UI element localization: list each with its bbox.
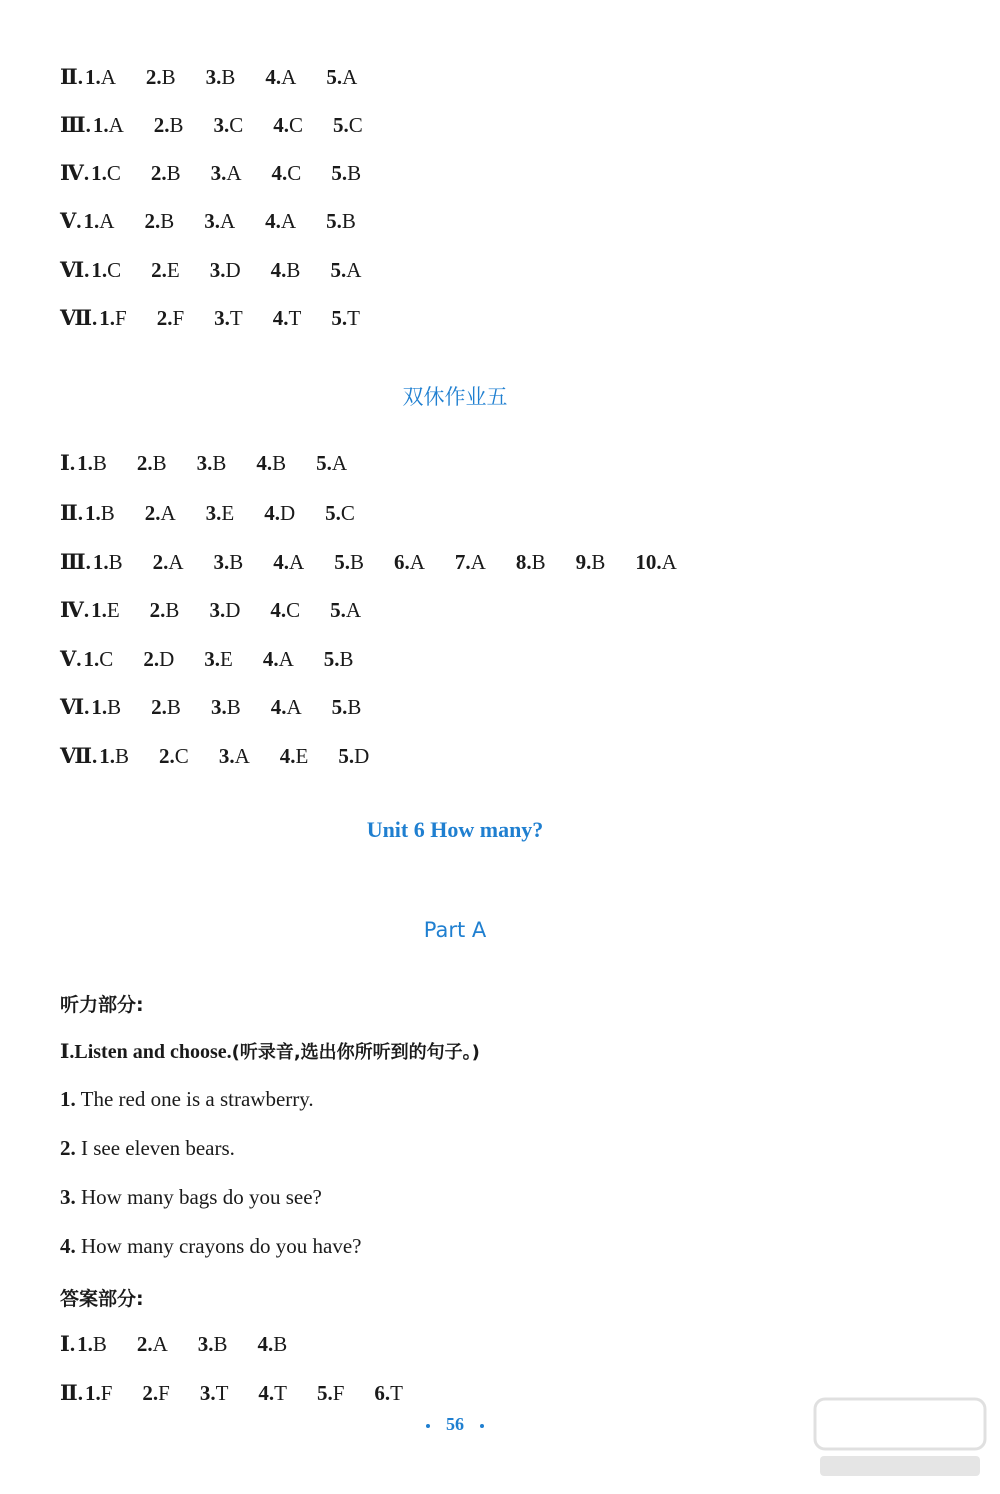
block2-row bbox=[60, 694, 391, 720]
block3-row bbox=[60, 1331, 317, 1357]
answer-item: 4.C bbox=[271, 161, 302, 185]
answer-item: 1.B bbox=[99, 744, 130, 768]
answer-item: 5.B bbox=[323, 647, 354, 671]
answer-item: 4.A bbox=[265, 209, 297, 233]
instruction-cn: (听录音,选出你所听到的句子。) bbox=[231, 1042, 480, 1063]
answer-item: 3.E bbox=[205, 501, 235, 525]
answer-item: 5.B bbox=[334, 550, 364, 574]
answer-item: 4.A bbox=[262, 647, 294, 671]
block1-row bbox=[60, 257, 391, 283]
row-roman-numeral: Ⅲ. bbox=[60, 113, 91, 137]
answer-item: 5.T bbox=[331, 306, 360, 330]
block2-row bbox=[60, 450, 377, 476]
row-roman-numeral: Ⅱ. bbox=[60, 1381, 83, 1405]
answer-item: 1.B bbox=[77, 1332, 107, 1356]
answer-item: 2.F bbox=[156, 306, 185, 330]
answer-item: 7.A bbox=[454, 550, 486, 574]
answer-item: 1.C bbox=[91, 258, 122, 282]
answer-item: 1.A bbox=[84, 65, 116, 89]
answer-item: 5.F bbox=[316, 1381, 345, 1405]
answer-item: 1.C bbox=[83, 647, 114, 671]
block2-row bbox=[60, 743, 399, 769]
answer-item: 4.B bbox=[257, 1332, 288, 1356]
answer-item: 4.A bbox=[270, 695, 302, 719]
answer-item: 3.T bbox=[214, 306, 243, 330]
answer-label: 答案部分: bbox=[60, 1288, 144, 1310]
answer-item: 2.D bbox=[143, 647, 175, 671]
answer-item: 4.D bbox=[264, 501, 296, 525]
answer-item: 5.A bbox=[330, 598, 362, 622]
answer-item: 6.A bbox=[393, 550, 425, 574]
section-title: 双休作业五 bbox=[402, 385, 508, 409]
answer-item: 2.A bbox=[152, 550, 184, 574]
answer-item: 1.B bbox=[77, 451, 107, 475]
sentence-4: 4. How many crayons do you have? bbox=[60, 1234, 362, 1258]
block1-row bbox=[60, 112, 393, 138]
answer-item: 2.A bbox=[136, 1332, 168, 1356]
sentence-3: 3. How many bags do you see? bbox=[60, 1185, 322, 1209]
block2-row bbox=[60, 597, 391, 623]
answer-item: 3.B bbox=[197, 1332, 228, 1356]
block1-row bbox=[60, 208, 386, 234]
answer-item: 4.C bbox=[273, 113, 304, 137]
row-roman-numeral: Ⅰ. bbox=[60, 1332, 76, 1356]
answer-item: 5.B bbox=[326, 209, 356, 233]
dot-icon bbox=[426, 1424, 430, 1428]
answer-item: 4.C bbox=[270, 598, 301, 622]
row-roman-numeral: Ⅵ. bbox=[60, 695, 90, 719]
row-roman-numeral: Ⅶ. bbox=[60, 306, 98, 330]
answer-item: 5.B bbox=[331, 695, 362, 719]
row-roman-numeral: Ⅴ. bbox=[60, 209, 82, 233]
block2-row bbox=[60, 646, 384, 672]
answer-item: 1.E bbox=[91, 598, 120, 622]
answer-item: 3.A bbox=[210, 161, 242, 185]
answer-item: 4.T bbox=[258, 1381, 287, 1405]
block2-row bbox=[60, 549, 707, 575]
answer-item: 4.A bbox=[265, 65, 297, 89]
block1-row bbox=[60, 160, 391, 186]
answer-item: 5.A bbox=[316, 451, 348, 475]
sentence-1: 1. The red one is a strawberry. bbox=[60, 1087, 314, 1111]
answer-item: 2.F bbox=[142, 1381, 170, 1405]
instruction-roman: Ⅰ. bbox=[60, 1041, 75, 1063]
answer-item: 1.F bbox=[84, 1381, 113, 1405]
row-roman-numeral: Ⅱ. bbox=[60, 501, 83, 525]
instruction-en: Listen and choose. bbox=[74, 1041, 232, 1063]
row-roman-numeral: Ⅴ. bbox=[60, 647, 82, 671]
answer-item: 5.D bbox=[338, 744, 370, 768]
answer-item: 5.C bbox=[325, 501, 355, 525]
answer-item: 2.B bbox=[150, 161, 181, 185]
answer-item: 3.E bbox=[204, 647, 233, 671]
answer-item: 2.B bbox=[153, 113, 184, 137]
answer-item: 1.C bbox=[91, 161, 121, 185]
row-roman-numeral: Ⅳ. bbox=[60, 161, 90, 185]
row-roman-numeral: Ⅳ. bbox=[60, 598, 90, 622]
row-roman-numeral: Ⅰ. bbox=[60, 451, 76, 475]
block1-row bbox=[60, 64, 387, 90]
row-roman-numeral: Ⅲ. bbox=[60, 550, 91, 574]
watermark-logo-icon bbox=[810, 1394, 990, 1484]
answer-item: 5.A bbox=[326, 65, 358, 89]
answer-item: 2.B bbox=[149, 598, 180, 622]
answer-item: 2.C bbox=[159, 744, 189, 768]
answer-item: 9.B bbox=[575, 550, 606, 574]
answer-item: 4.E bbox=[279, 744, 309, 768]
answer-item: 4.T bbox=[272, 306, 302, 330]
answer-item: 4.A bbox=[273, 550, 305, 574]
unit-title: Unit 6 How many? bbox=[366, 817, 544, 842]
sentence-2: 2. I see eleven bears. bbox=[60, 1136, 235, 1160]
answer-item: 1.A bbox=[83, 209, 115, 233]
dot-icon bbox=[480, 1424, 484, 1428]
answer-item: 3.D bbox=[209, 258, 241, 282]
answer-item: 3.B bbox=[196, 451, 227, 475]
answer-item: 3.A bbox=[218, 744, 250, 768]
instruction bbox=[60, 1038, 480, 1064]
answer-item: 6.T bbox=[374, 1381, 403, 1405]
answer-item: 1.F bbox=[99, 306, 127, 330]
answer-item: 10.A bbox=[635, 550, 677, 574]
answer-item: 5.A bbox=[330, 258, 362, 282]
answer-item: 3.B bbox=[205, 65, 236, 89]
answer-item: 1.B bbox=[84, 501, 115, 525]
answer-item: 3.B bbox=[210, 695, 241, 719]
answer-item: 3.T bbox=[199, 1381, 229, 1405]
answer-item: 8.B bbox=[515, 550, 546, 574]
answer-item: 1.B bbox=[91, 695, 122, 719]
answer-item: 2.A bbox=[144, 501, 176, 525]
page-number: 56 bbox=[0, 1414, 910, 1435]
answer-item: 3.C bbox=[213, 113, 244, 137]
answer-item: 3.A bbox=[204, 209, 236, 233]
block2-row bbox=[60, 500, 385, 526]
row-roman-numeral: Ⅵ. bbox=[60, 258, 90, 282]
answer-item: 2.E bbox=[151, 258, 180, 282]
answer-item: 2.B bbox=[145, 65, 176, 89]
answer-item: 1.B bbox=[92, 550, 123, 574]
block1-row bbox=[60, 305, 390, 331]
listening-label: 听力部分: bbox=[60, 994, 144, 1016]
answer-item: 2.B bbox=[144, 209, 175, 233]
answer-item: 3.D bbox=[209, 598, 241, 622]
answer-item: 4.B bbox=[256, 451, 287, 475]
answer-item: 2.B bbox=[136, 451, 167, 475]
part-title: Part A bbox=[423, 918, 487, 942]
row-roman-numeral: Ⅶ. bbox=[60, 744, 98, 768]
answer-item: 4.B bbox=[270, 258, 301, 282]
answer-item: 5.C bbox=[333, 113, 363, 137]
answer-item: 2.B bbox=[151, 695, 181, 719]
row-roman-numeral: Ⅱ. bbox=[60, 65, 83, 89]
answer-item: 3.B bbox=[213, 550, 244, 574]
block3-row bbox=[60, 1380, 433, 1406]
answer-item: 1.A bbox=[92, 113, 124, 137]
answer-item: 5.B bbox=[331, 161, 362, 185]
